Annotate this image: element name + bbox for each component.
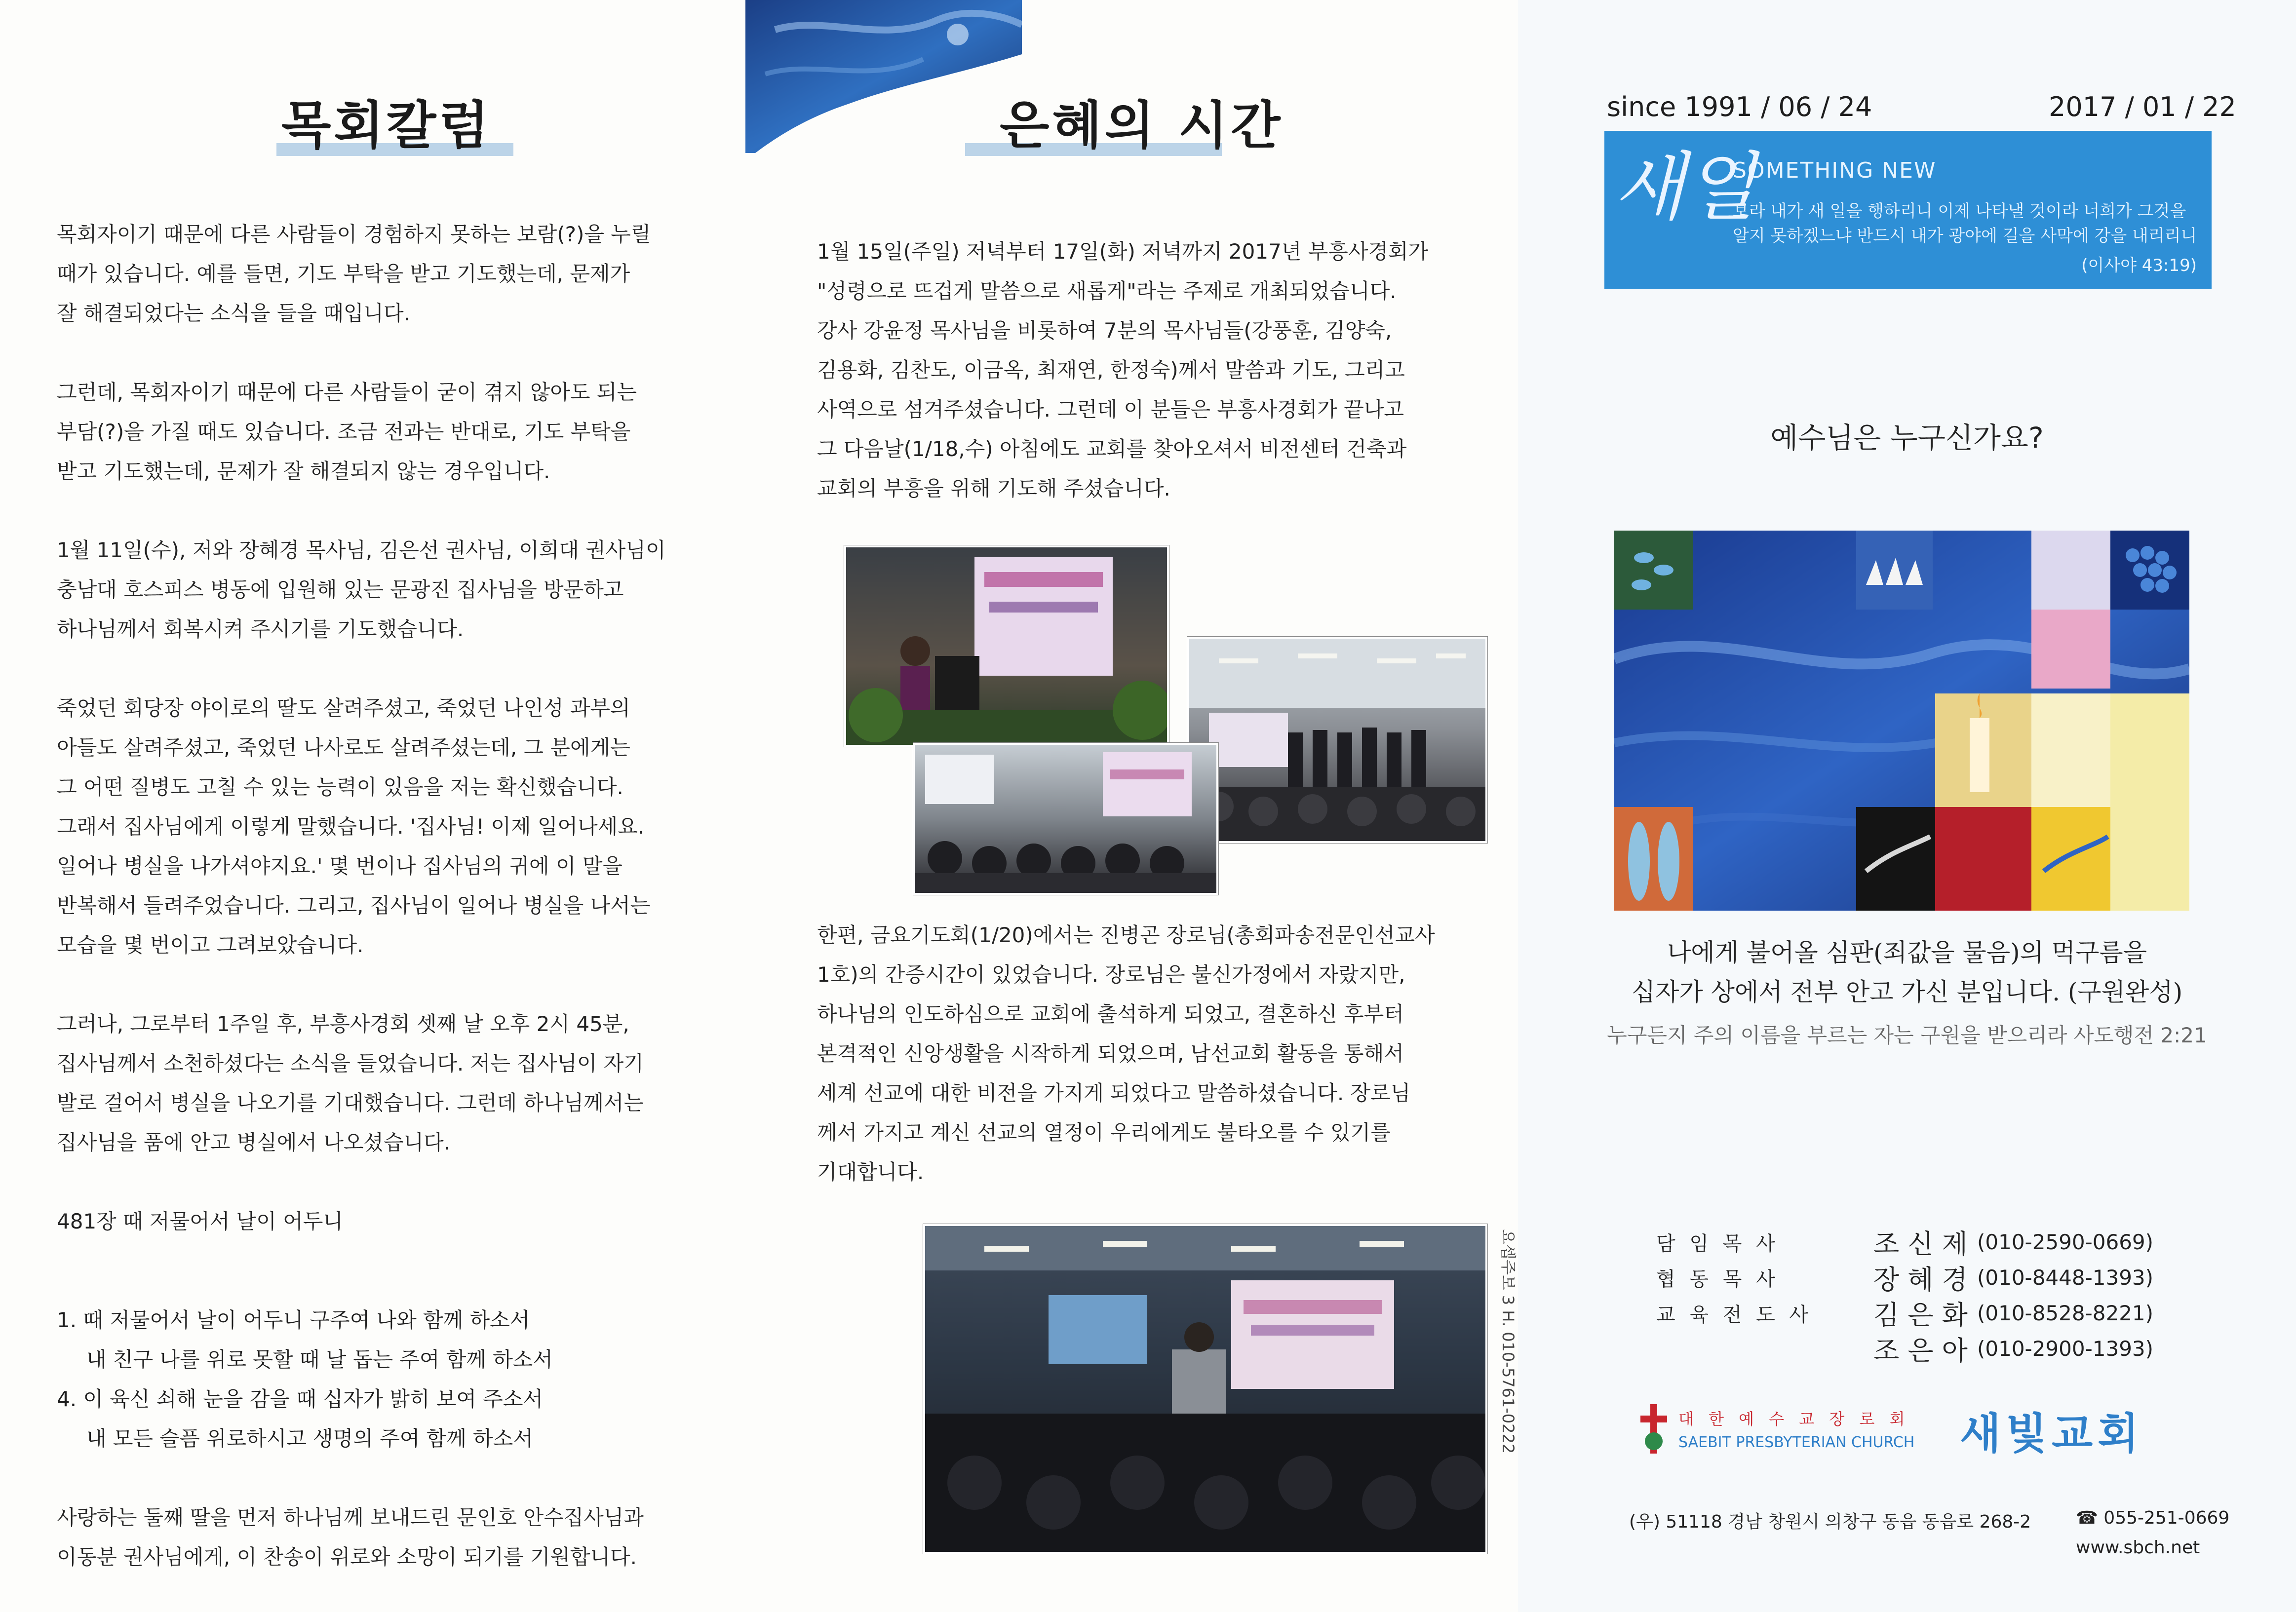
staff-name: 조 신 제 [1873, 1228, 1968, 1260]
church-website[interactable]: www.sbch.net [2076, 1537, 2200, 1558]
text-line: 1호)의 간증시간이 있었습니다. 장로님은 불신가정에서 자랐지만, [817, 962, 1405, 987]
banner-verse-line: 알지 못하겠느냐 반드시 내가 광야에 길을 사막에 강을 내리리니 [1733, 226, 2197, 246]
closing-text [57, 1498, 713, 1577]
church-phone: 055-251-0669 [2103, 1508, 2230, 1528]
text-line: 사역으로 섬겨주셨습니다. 그런데 이 분들은 부흥사경회가 끝나고 [817, 397, 1404, 422]
cover-caption [1518, 933, 2296, 1012]
staff-name: 김 은 화 [1873, 1299, 1968, 1331]
caption-verse: 누구든지 주의 이름을 부르는 자는 구원을 받으리라 사도행전 2:21 [1607, 1023, 2207, 1047]
something-new-banner [1604, 131, 2212, 289]
text-line: 한편, 금요기도회(1/20)에서는 진병곤 장로님(총회파송전문인선교사 [817, 923, 1435, 947]
text-line: 하나님의 인도하심으로 교회에 출석하게 되었고, 결혼하신 후부터 [817, 1002, 1404, 1026]
text-line: 집사님을 품에 안고 병실에서 나오셨습니다. [57, 1130, 451, 1154]
text-line: 그 다음날(1/18,수) 아침에도 교회를 찾아오셔서 비전센터 건축과 [817, 437, 1407, 461]
text-line: 때가 있습니다. 예를 들면, 기도 부탁을 받고 기도했는데, 문제가 [57, 262, 630, 286]
caption-line: 십자가 상에서 전부 안고 가신 분입니다. (구원완성) [1631, 978, 2183, 1006]
hymn-line: 내 친구 나를 위로 못할 때 날 돕는 주여 함께 하소서 [86, 1347, 553, 1372]
banner-verse-line: 보라 내가 새 일을 행하리니 이제 나타낼 것이라 너희가 그것을 [1733, 201, 2186, 221]
staff-name: 조 은 아 [1873, 1335, 1968, 1366]
text-line: 모습을 몇 번이고 그려보았습니다. [57, 933, 364, 957]
text-line: 발로 걸어서 병실을 나오기를 기대했습니다. 그런데 하나님께서는 [57, 1091, 644, 1115]
issue-date: 2017 / 01 / 22 [2049, 91, 2236, 122]
text-line: 사랑하는 둘째 딸을 먼저 하나님께 보내드린 문인호 안수집사님과 [57, 1505, 644, 1530]
hymn-line: 1. 때 저물어서 날이 어두니 구주여 나와 함께 하소서 [57, 1308, 530, 1332]
staff-phone: (010-8448-1393) [1977, 1265, 2154, 1290]
question-heading: 예수님은 누구신가요? [1770, 421, 2044, 455]
staff-phone: (010-2590-0669) [1977, 1229, 2154, 1254]
since-date: since 1991 / 06 / 24 [1607, 91, 1872, 122]
text-line: 께서 가지고 계신 선교의 열정이 우리에게도 불타오를 수 있기를 [817, 1120, 1391, 1145]
grace-column [745, 0, 1518, 1612]
staff-role: 협 동 목 사 [1656, 1267, 1779, 1291]
phone-icon: ☎ [2076, 1508, 2098, 1528]
text-line: "성령으로 뜨겁게 말씀으로 새롭게"라는 주제로 개최되었습니다. [817, 279, 1397, 303]
text-line: 강사 강윤정 목사님을 비롯하여 7분의 목사님들(강풍훈, 김양숙, [817, 318, 1392, 343]
staff-phone: (010-8528-8221) [1977, 1301, 2154, 1325]
text-line: 본격적인 신앙생활을 시작하게 되었으며, 남선교회 활동을 통해서 [817, 1041, 1404, 1066]
banner-heading: SOMETHING NEW [1733, 158, 1937, 183]
column-body [57, 215, 713, 1241]
text-line: 충남대 호스피스 병동에 입원해 있는 문광진 집사님을 방문하고 [57, 577, 624, 602]
cross-mosaic-artwork [1614, 531, 2189, 911]
denomination-label: 대 한 예 수 교 장 로 회 [1678, 1410, 1910, 1428]
text-line: 이동분 권사님에게, 이 찬송이 위로와 소망이 되기를 기원합니다. [57, 1545, 637, 1569]
hymn-line: 내 모든 슬픔 위로하시고 생명의 주여 함께 하소서 [86, 1426, 533, 1451]
staff-name: 장 혜 경 [1873, 1264, 1968, 1295]
text-line: 잘 해결되었다는 소식을 들을 때입니다. [57, 301, 410, 325]
staff-row [1656, 1224, 2153, 1260]
church-phone-block [2076, 1508, 2229, 1528]
hymn-lyrics [57, 1301, 713, 1458]
testimony-text [817, 916, 1498, 1192]
banner-logo: 새일 [1613, 145, 1756, 230]
text-line: 김용화, 김찬도, 이금옥, 최재연, 한정숙)께서 말씀과 기도, 그리고 [817, 358, 1405, 382]
text-line: 아들도 살려주셨고, 죽었던 나사로도 살려주셨는데, 그 분에게는 [57, 735, 630, 760]
prayer-meeting-photo [923, 1224, 1487, 1554]
text-line: 부담(?)을 가질 때도 있습니다. 조금 전과는 반대로, 기도 부탁을 [57, 420, 631, 444]
text-line: 받고 기도했는데, 문제가 잘 해결되지 않는 경우입니다. [57, 459, 550, 483]
hymn-line: 4. 이 육신 쇠해 눈을 감을 때 십자가 밝히 보여 주소서 [57, 1387, 544, 1411]
staff-role: 교 육 전 도 사 [1656, 1303, 1813, 1326]
text-line: 반복해서 들려주었습니다. 그리고, 집사님이 일어나 병실을 나서는 [57, 893, 651, 918]
text-line: 그래서 집사님에게 이렇게 말했습니다. '집사님! 이제 일어나세요. [57, 814, 645, 839]
text-line: 죽었던 회당장 야이로의 딸도 살려주셨고, 죽었던 나인성 과부의 [57, 696, 630, 720]
text-line: 일어나 병실을 나가셔야지요.' 몇 번이나 집사님의 귀에 이 말을 [57, 854, 623, 878]
church-address: (우) 51118 경남 창원시 의창구 동읍 동읍로 268-2 [1629, 1512, 2031, 1532]
text-line: 그런데, 목회자이기 때문에 다른 사람들이 굳이 겪지 않아도 되는 [57, 380, 637, 404]
banner-reference: (이사야 43:19) [2081, 256, 2197, 275]
staff-row [1656, 1295, 2153, 1331]
staff-list [1656, 1224, 2153, 1366]
side-note-text: 요셉주보 3 H. 010-5761-0222 [1499, 1229, 1518, 1454]
text-line: 교회의 부흥을 위해 기도해 주셨습니다. [817, 476, 1170, 500]
text-line: 그러나, 그로부터 1주일 후, 부흥사경회 셋째 날 오후 2시 45분, [57, 1012, 629, 1036]
section-title: 은혜의 시간 [1000, 95, 1284, 155]
staff-phone: (010-2900-1393) [1977, 1336, 2154, 1361]
church-emblem-icon [1636, 1402, 1671, 1456]
text-line: 1월 15일(주일) 저녁부터 17일(화) 저녁까지 2017년 부흥사경회가 [817, 239, 1429, 264]
text-line: 기대합니다. [817, 1160, 924, 1184]
revival-photo-3 [913, 743, 1218, 895]
text-line: 목회자이기 때문에 다른 사람들이 경험하지 못하는 보람(?)을 누릴 [57, 222, 651, 246]
staff-row [1656, 1260, 2153, 1295]
text-line: 그 어떤 질병도 고칠 수 있는 능력이 있음을 저는 확신했습니다. [57, 775, 623, 799]
revival-text [817, 232, 1488, 508]
text-line: 1월 11일(수), 저와 장혜경 목사님, 김은선 권사님, 이희대 권사님이 [57, 538, 666, 562]
staff-role: 담 임 목 사 [1656, 1232, 1779, 1255]
cover-column [1518, 0, 2296, 1612]
caption-line: 나에게 불어올 심판(죄값을 물음)의 먹구름을 [1667, 938, 2147, 967]
text-line: 집사님께서 소천하셨다는 소식을 들었습니다. 저는 집사님이 자기 [57, 1051, 644, 1075]
text-line: 하나님께서 회복시켜 주시기를 기도했습니다. [57, 617, 464, 641]
revival-photo-1 [844, 545, 1169, 747]
church-english-name: SAEBIT PRESBYTERIAN CHURCH [1678, 1434, 1915, 1451]
text-line: 세계 선교에 대한 비전을 가지게 되었다고 말씀하셨습니다. 장로님 [817, 1081, 1411, 1105]
page-title: 목회칼럼 [281, 95, 492, 155]
church-name: 새빛교회 [1960, 1409, 2144, 1458]
staff-row [1656, 1331, 2153, 1366]
hymn-title: 481장 때 저물어서 날이 어두니 [57, 1209, 343, 1233]
pastoral-column [0, 0, 745, 1612]
revival-photo-2 [1187, 637, 1487, 843]
